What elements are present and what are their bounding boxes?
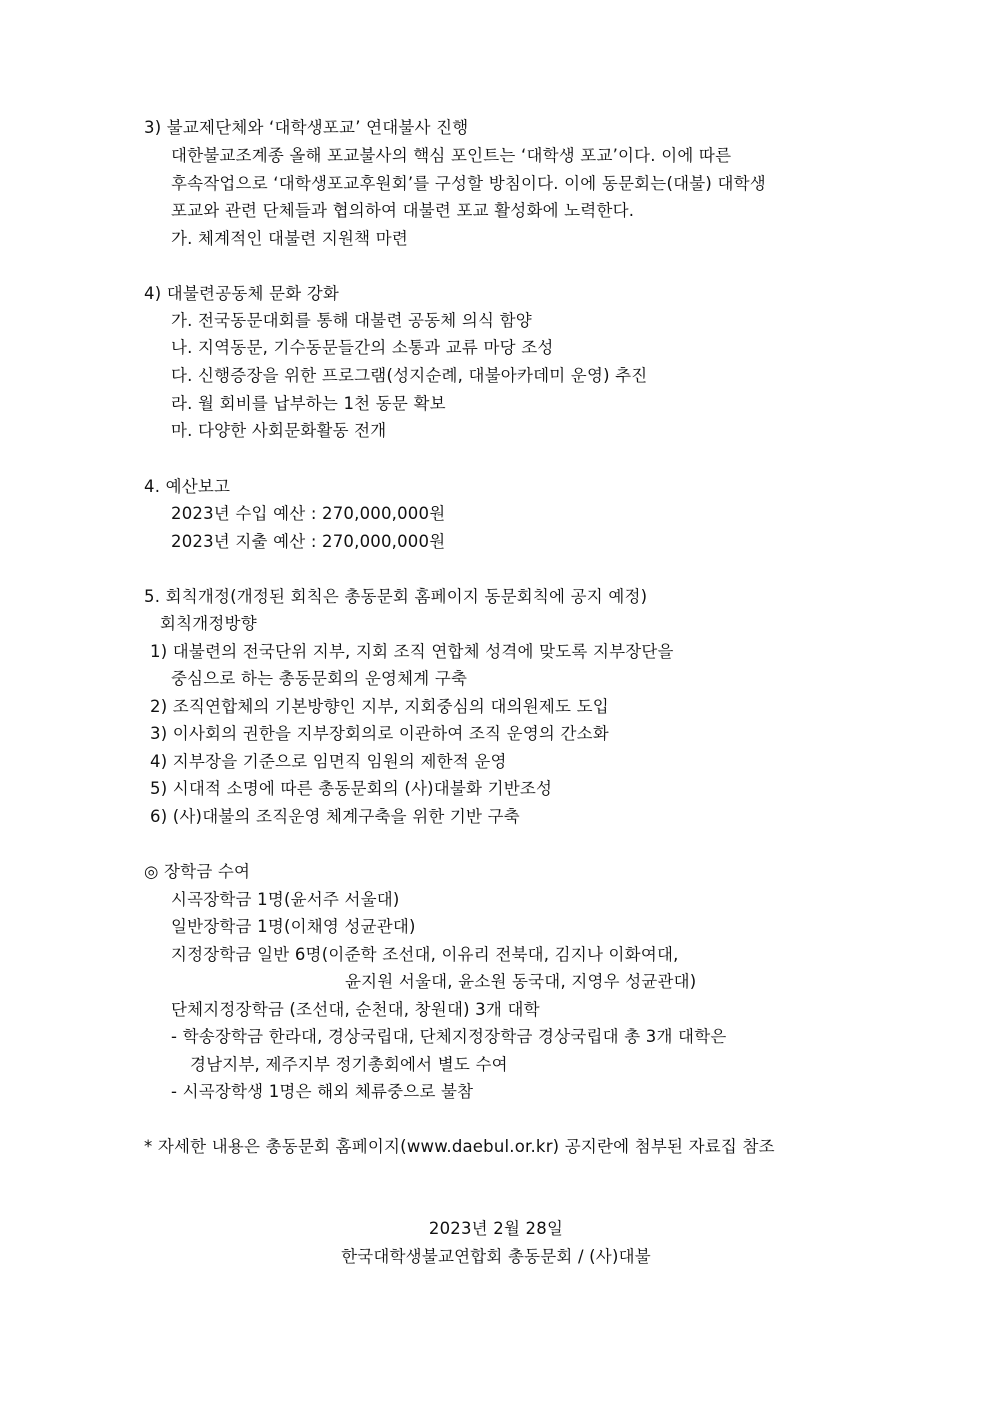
scholarship-note-continued: 경남지부, 제주지부 정기총회에서 별도 수여 bbox=[190, 1055, 508, 1074]
section3-item-ga: 가. 체계적인 대불련 지원책 마련 bbox=[171, 229, 409, 248]
budget-heading: 4. 예산보고 bbox=[144, 477, 231, 496]
bylaws-item1-line2: 중심으로 하는 총동문회의 운영체계 구축 bbox=[171, 669, 468, 688]
section3-paragraph-line3: 포교와 관련 단체들과 협의하여 대불련 포교 활성화에 노력한다. bbox=[171, 201, 635, 220]
section3-paragraph-line2: 후속작업으로 ‘대학생포교후원회’를 구성할 방침이다. 이에 동문회는(대불) 대학생 bbox=[171, 174, 766, 193]
footer-date: 2023년 2월 28일 bbox=[428, 1219, 564, 1238]
section4-item: 라. 월 회비를 납부하는 1천 동문 확보 bbox=[171, 394, 446, 413]
bylaws-subheading: 회칙개정방향 bbox=[160, 614, 257, 633]
section3-heading: 3) 불교제단체와 ‘대학생포교’ 연대불사 진행 bbox=[144, 118, 469, 137]
bylaws-item: 5) 시대적 소명에 따른 총동문회의 (사)대불화 기반조성 bbox=[150, 779, 553, 798]
budget-expense: 2023년 지출 예산 : 270,000,000원 bbox=[171, 532, 446, 551]
scholarship-line: 시곡장학금 1명(윤서주 서울대) bbox=[171, 890, 400, 909]
scholarship-line: 단체지정장학금 (조선대, 순천대, 창원대) 3개 대학 bbox=[171, 1000, 540, 1019]
footer-organization: 한국대학생불교연합회 총동문회 / (사)대불 bbox=[341, 1247, 651, 1266]
scholarship-line-continued: 윤지원 서울대, 윤소원 동국대, 지영우 성균관대) bbox=[345, 972, 697, 991]
scholarship-line: 지정장학금 일반 6명(이준학 조선대, 이유리 전북대, 김지나 이화여대, bbox=[171, 945, 679, 964]
bylaws-item1-line1: 1) 대불련의 전국단위 지부, 지회 조직 연합체 성격에 맞도록 지부장단을 bbox=[150, 642, 674, 661]
section4-item: 다. 신행증장을 위한 프로그램(성지순례, 대불아카데미 운영) 추진 bbox=[171, 366, 648, 385]
budget-income: 2023년 수입 예산 : 270,000,000원 bbox=[171, 504, 446, 523]
scholarship-line: 일반장학금 1명(이채영 성균관대) bbox=[171, 917, 416, 936]
section3-paragraph-line1: 대한불교조계종 올해 포교불사의 핵심 포인트는 ‘대학생 포교’이다. 이에 따른 bbox=[171, 146, 732, 165]
bylaws-heading: 5. 회칙개정(개정된 회칙은 총동문회 홈페이지 동문회칙에 공지 예정) bbox=[144, 587, 648, 606]
bylaws-item: 2) 조직연합체의 기본방향인 지부, 지회중심의 대의원제도 도입 bbox=[150, 697, 609, 716]
section4-item: 가. 전국동문대회를 통해 대불련 공동체 의식 함양 bbox=[171, 311, 532, 330]
bylaws-item: 6) (사)대불의 조직운영 체계구축을 위한 기반 구축 bbox=[150, 807, 520, 826]
section4-item: 마. 다양한 사회문화활동 전개 bbox=[171, 421, 387, 440]
section4-item: 나. 지역동문, 기수동문들간의 소통과 교류 마당 조성 bbox=[171, 338, 554, 357]
section4-heading: 4) 대불련공동체 문화 강화 bbox=[144, 284, 340, 303]
scholarship-note: - 학송장학금 한라대, 경상국립대, 단체지정장학금 경상국립대 총 3개 대학은 bbox=[171, 1027, 727, 1046]
reference-note: * 자세한 내용은 총동문회 홈페이지(www.daebul.or.kr) 공지란에 첨부된 자료집 참조 bbox=[144, 1137, 775, 1156]
bylaws-item: 3) 이사회의 권한을 지부장회의로 이관하여 조직 운영의 간소화 bbox=[150, 724, 609, 743]
scholarship-note: - 시곡장학생 1명은 해외 체류중으로 불참 bbox=[171, 1082, 474, 1101]
scholarship-heading: ◎ 장학금 수여 bbox=[144, 862, 251, 881]
bylaws-item: 4) 지부장을 기준으로 임면직 임원의 제한적 운영 bbox=[150, 752, 507, 771]
